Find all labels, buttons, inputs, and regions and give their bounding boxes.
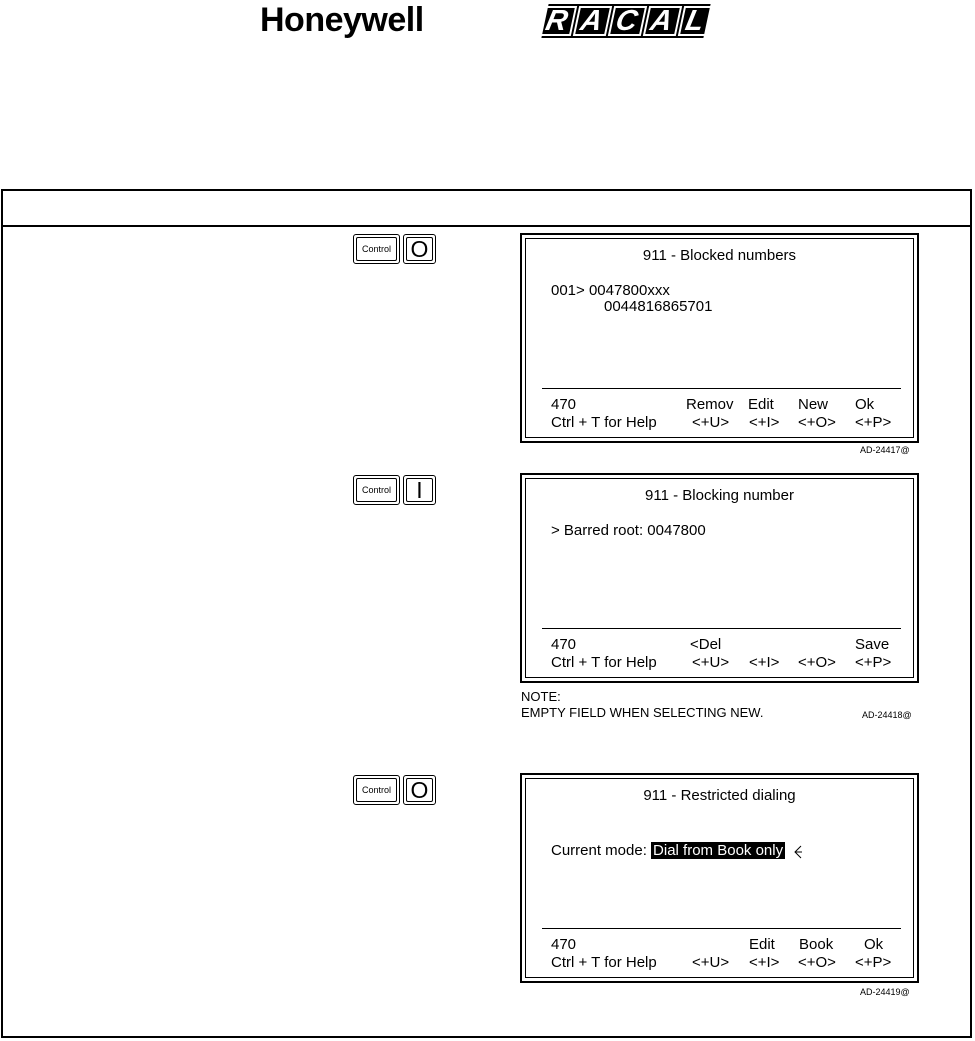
softkey-shortcut: <+U> — [692, 954, 730, 971]
softkey-shortcut: <+O> — [798, 414, 836, 431]
frame-header-divider — [1, 225, 972, 227]
softkey-shortcut: <+O> — [798, 654, 836, 671]
control-key: Control — [353, 234, 400, 264]
softkey-label-ok: Ok — [855, 396, 875, 413]
softkey-divider — [542, 928, 901, 929]
racal-logo: R A C A L — [541, 4, 710, 38]
key-combo-control-o-1 — [353, 234, 436, 264]
entry-line: > Barred root: 0047800 — [551, 522, 706, 539]
softkey-shortcut: <+P> — [855, 414, 892, 431]
i-key: I — [403, 475, 436, 505]
help-text: Ctrl + T for Help — [551, 654, 657, 671]
screen-title: 911 - Blocking number — [645, 487, 794, 504]
screen-title: 911 - Blocked numbers — [642, 247, 797, 264]
softkey-label-save: Save — [855, 636, 890, 653]
softkey-label-del: <Del — [690, 636, 722, 653]
key-combo-control-o-2 — [353, 775, 436, 805]
softkey-divider — [542, 388, 901, 389]
control-key: Control — [353, 475, 400, 505]
mode-label: Current mode: — [551, 842, 647, 859]
softkey-shortcut: <+I> — [749, 414, 780, 431]
softkey-shortcut: <+U> — [692, 414, 730, 431]
softkey-shortcut: <+I> — [749, 654, 780, 671]
entry-line: 0044816865701 — [604, 298, 713, 315]
honeywell-logo: Honeywell — [260, 1, 424, 39]
softkey-label-ok: Ok — [864, 936, 884, 953]
figure-id: AD-24417@ — [860, 445, 910, 455]
softkey-divider — [542, 628, 901, 629]
softkey-shortcut: <+P> — [855, 654, 892, 671]
figure-id: AD-24419@ — [860, 987, 910, 997]
status-code: 470 — [551, 636, 577, 653]
figure-id: AD-24418@ — [862, 710, 912, 720]
softkey-shortcut: <+I> — [749, 954, 780, 971]
screen-blocking-number — [520, 473, 919, 683]
control-key: Control — [353, 775, 400, 805]
softkey-label-edit: Edit — [748, 396, 774, 413]
note-heading: NOTE: — [521, 689, 561, 704]
entry-line: 001> 0047800xxx — [551, 282, 670, 299]
softkey-shortcut: <+O> — [798, 954, 836, 971]
note-text: EMPTY FIELD WHEN SELECTING NEW. — [521, 705, 764, 720]
softkey-label-edit: Edit — [749, 936, 775, 953]
screen-blocked-numbers — [520, 233, 919, 443]
status-code: 470 — [551, 936, 577, 953]
help-text: Ctrl + T for Help — [551, 954, 657, 971]
screen-title: 911 - Restricted dialing — [643, 787, 796, 804]
status-code: 470 — [551, 396, 577, 413]
softkey-label-new: New — [798, 396, 829, 413]
screen-restricted-dialing — [520, 773, 919, 983]
softkey-shortcut: <+P> — [855, 954, 892, 971]
softkey-label-remov: Remov — [686, 396, 734, 413]
mode-value-highlight: Dial from Book only — [653, 842, 784, 859]
o-key: O — [403, 775, 436, 805]
key-combo-control-i — [353, 475, 436, 505]
o-key: O — [403, 234, 436, 264]
help-text: Ctrl + T for Help — [551, 414, 657, 431]
softkey-shortcut: <+U> — [692, 654, 730, 671]
cursor-arrow-icon — [793, 845, 803, 859]
softkey-label-book: Book — [799, 936, 834, 953]
